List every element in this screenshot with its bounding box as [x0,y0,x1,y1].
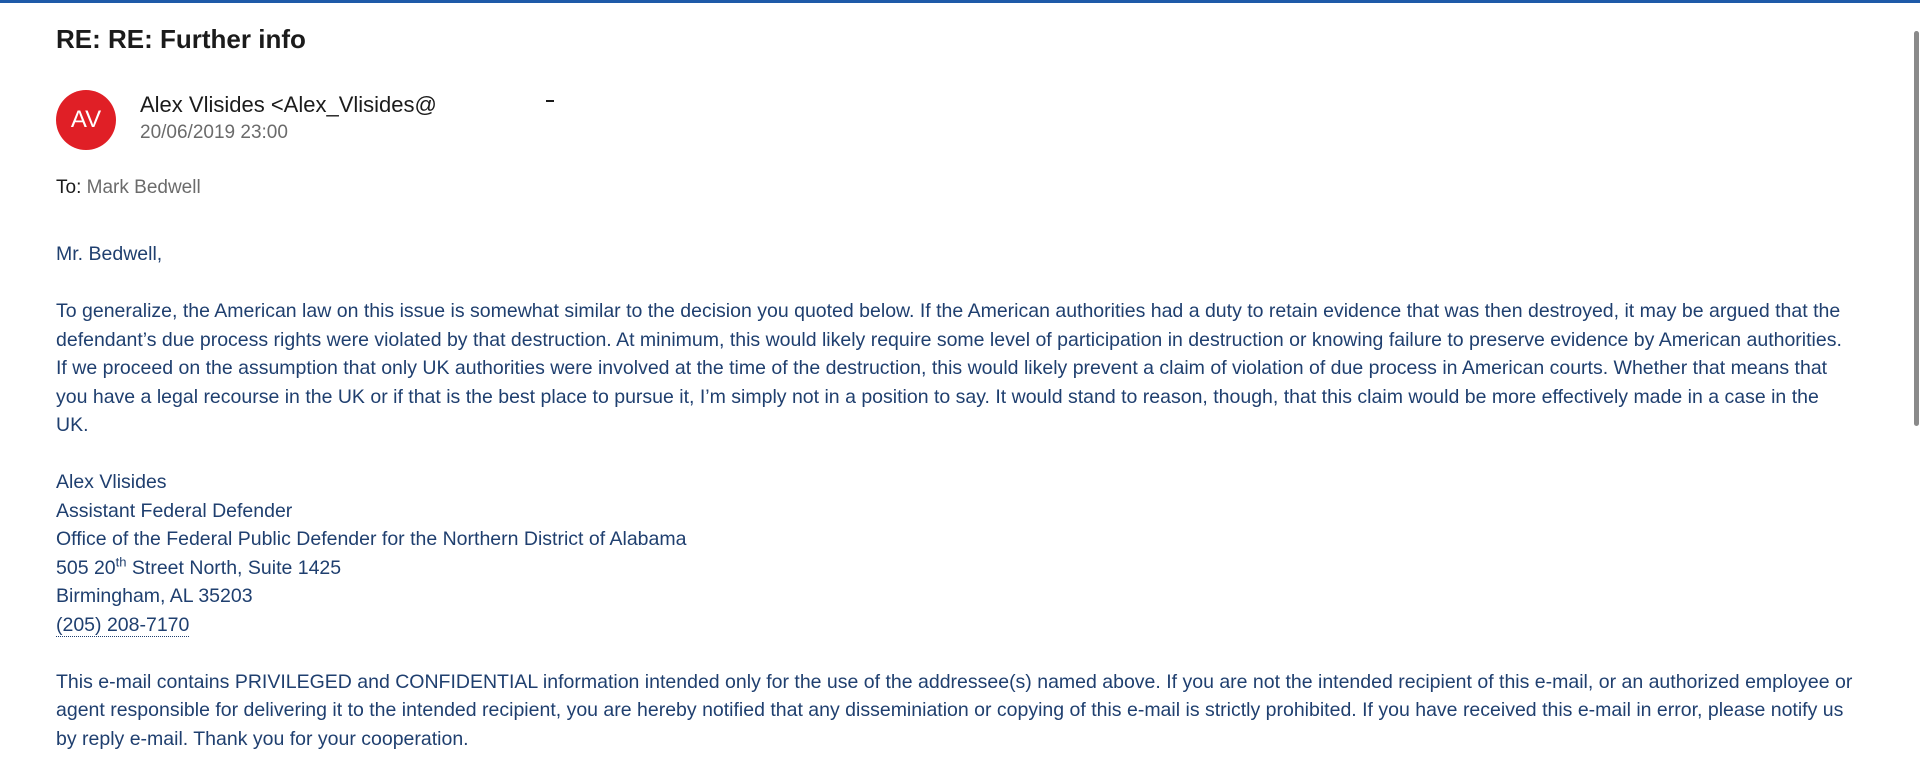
phone-link[interactable]: (205) 208-7170 [56,613,190,636]
signature-office: Office of the Federal Public Defender for the Northern District of Alabama [56,528,687,550]
street-rest: Street North, Suite 1425 [126,556,342,579]
signature-title: Assistant Federal Defender [56,499,293,522]
street-ordinal: th [115,554,127,569]
redaction-mark [546,100,554,102]
body-paragraph: To generalize, the American law on this issue is somewhat similar to the decision you quoted below. If the American authorities had a duty to retain evidence that was then destroyed, it may be argued that the defendant’s due process rights were violated by that destruction. At minimum, this would likely require some level of participation in destruction or knowing failure to preserve evidence by American authorities. If we proceed on the assumption that only UK authorities were involved at the time of the destruction, this would likely prevent a claim of violation of due process in American courts. Whether that means that you have a legal recourse in the UK or if that is the best place to pursue it, I’m simply not in a position to say. It would stand to reason, though, that this claim would be more effectively made in a case in the UK. [56,300,1842,436]
disclaimer: This e-mail contains PRIVILEGED and CONFIDENTIAL information intended only for the use of the addressee(s) named above. If you are not the intended recipient of this e-mail, or an authorized employee or agent responsible for delivering it to the intended recipient, you are hereby notified that any disseminiation or copying of this e-mail is strictly prohibited. If you have received this e-mail in error, please notify us by reply e-mail. Thank you for your cooperation. [56,670,1853,750]
top-accent-bar [0,0,1920,3]
sender-avatar[interactable] [56,90,116,150]
avatar-initials: AV [70,106,102,133]
recipient-line [56,177,201,199]
signature-city: Birmingham, AL 35203 [56,585,253,607]
greeting: Mr. Bedwell, [56,243,163,265]
signature-name: Alex Vlisides [56,471,167,493]
sender-name[interactable]: Alex Vlisides <Alex_Vlisides@ [140,92,437,117]
signature-block [56,468,1856,639]
signature-street [56,554,1856,583]
scrollbar[interactable] [1910,3,1920,770]
recipient-name[interactable]: Mark Bedwell [86,177,201,198]
email-body [56,240,1856,782]
email-subject: RE: RE: Further info [56,24,306,54]
email-timestamp: 20/06/2019 23:00 [140,122,288,143]
scrollbar-thumb[interactable] [1914,31,1919,426]
to-label: To: [56,177,82,198]
street-number: 505 20 [56,556,116,579]
